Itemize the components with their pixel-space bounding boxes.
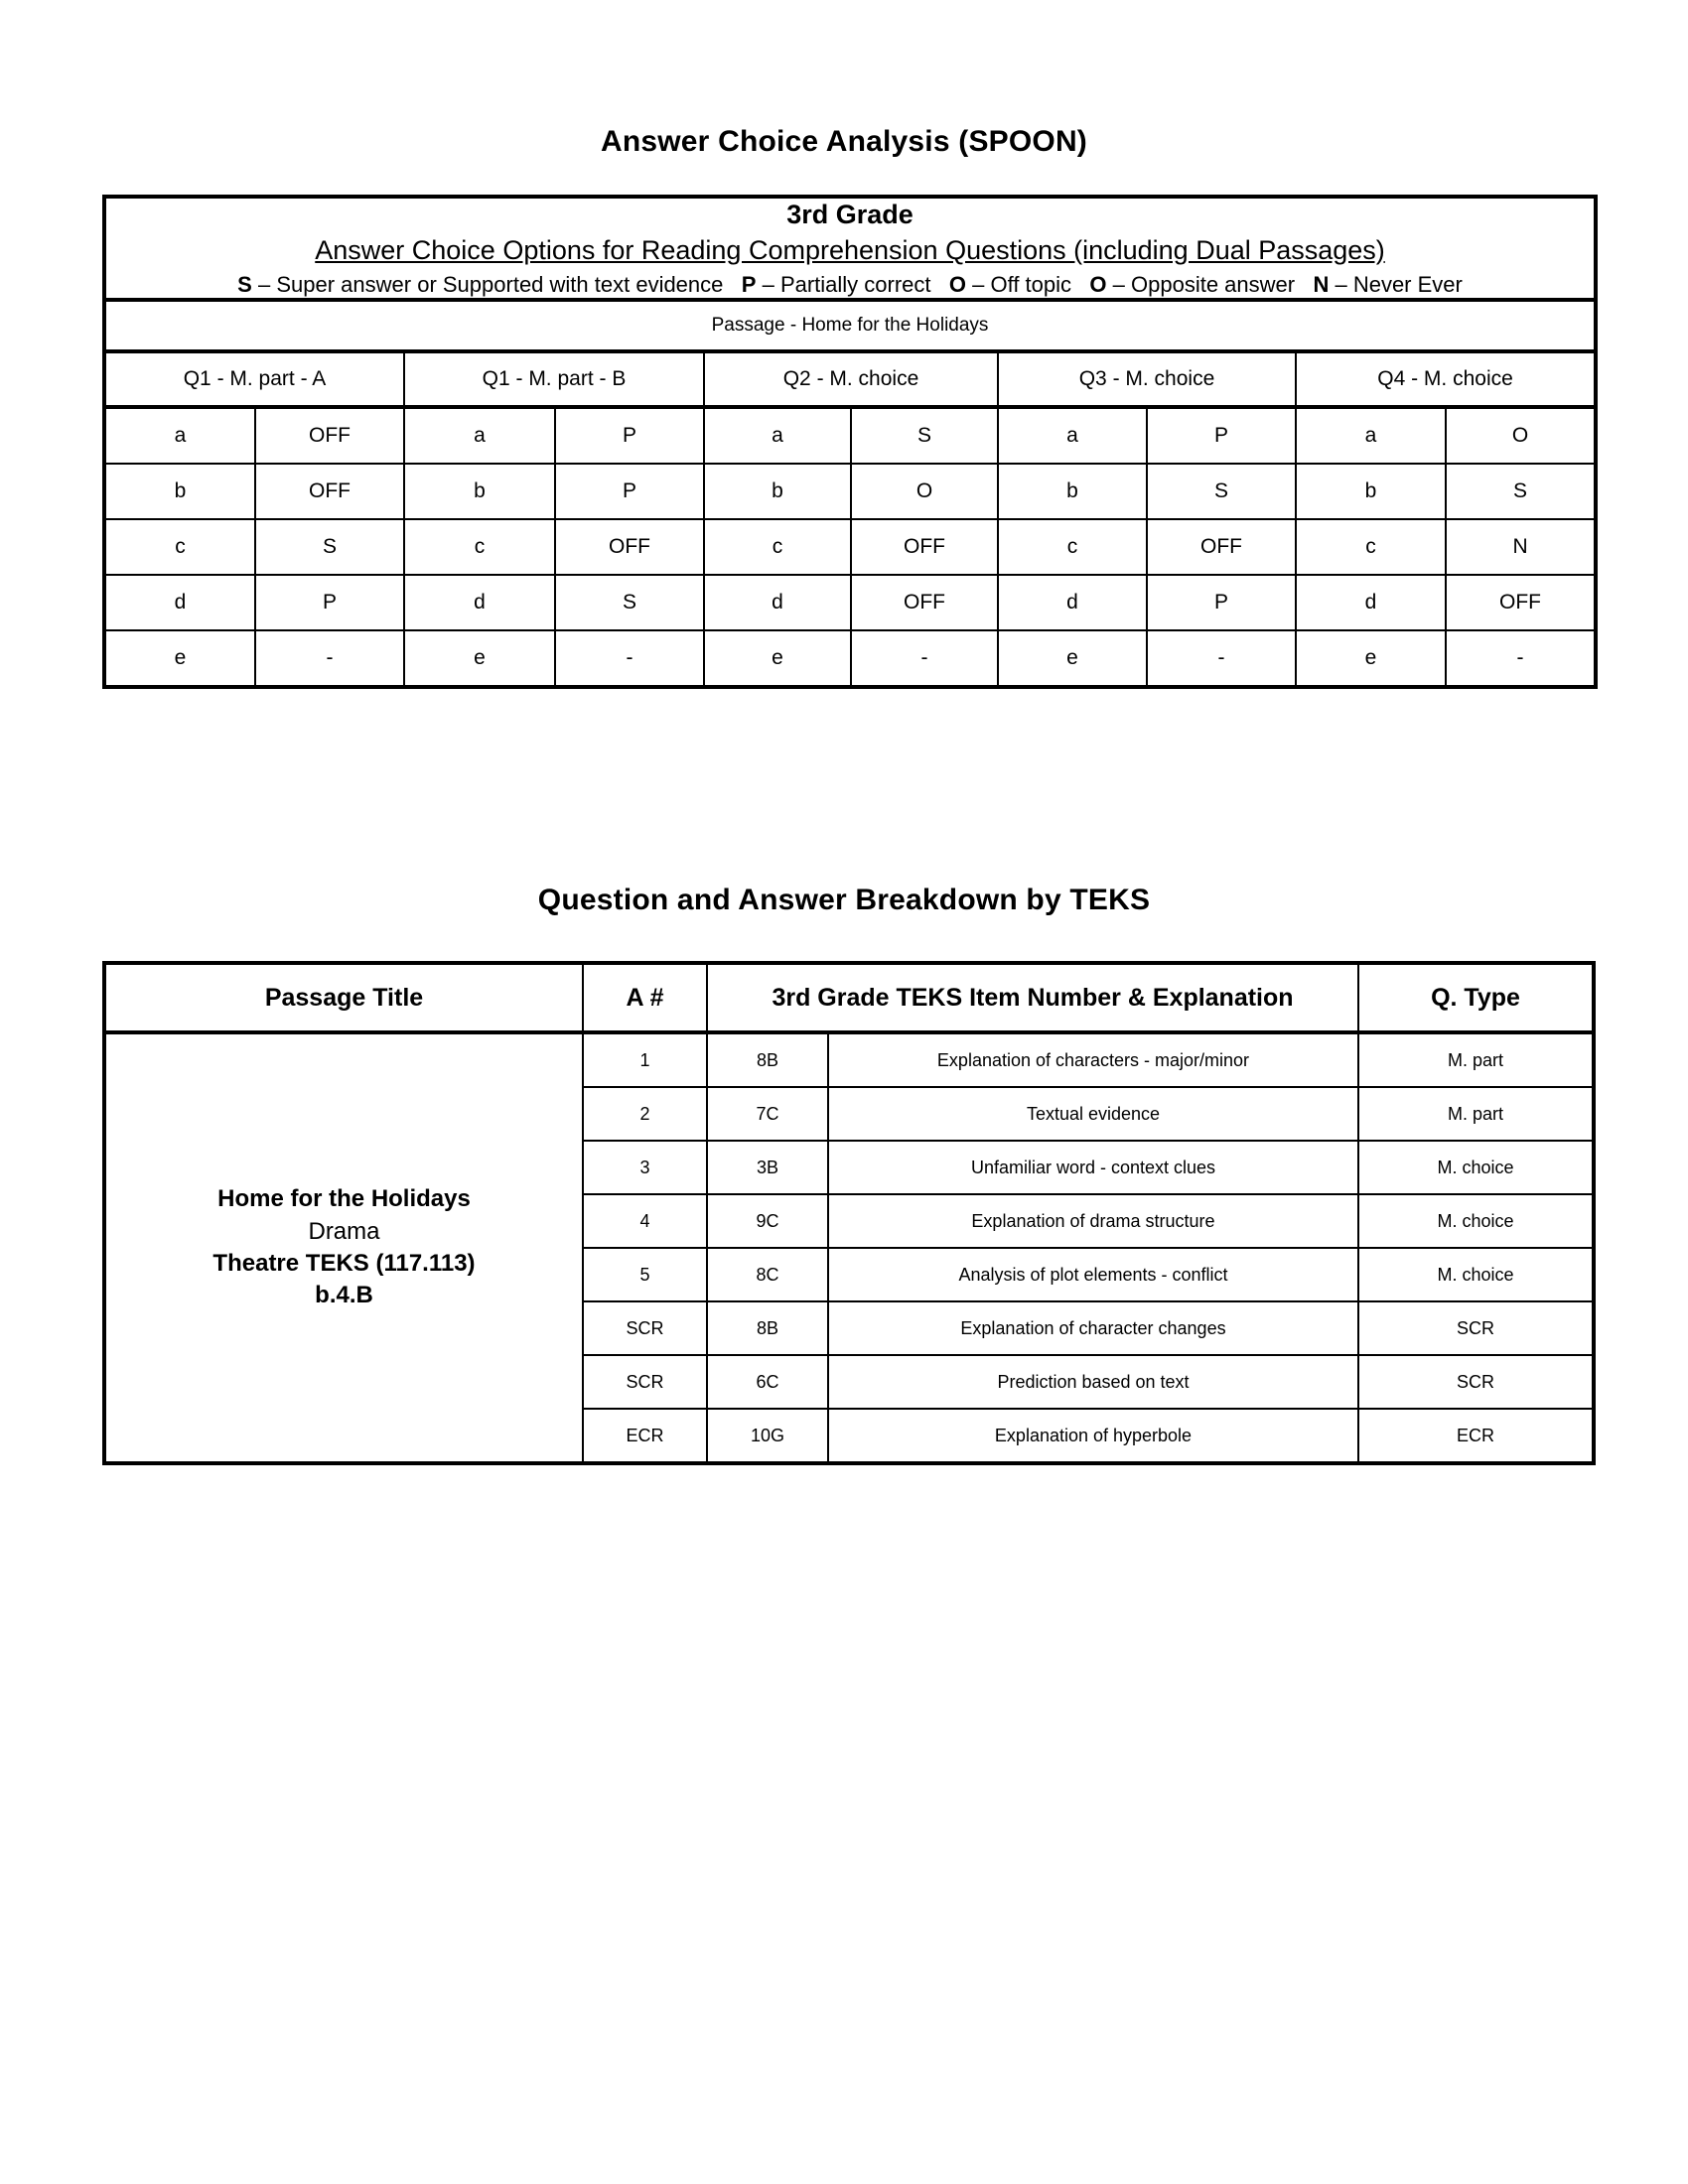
cell-q-type: SCR	[1358, 1301, 1594, 1355]
choice-label: d	[1296, 575, 1446, 630]
choice-code-q1a: -	[255, 630, 404, 687]
table-row	[104, 407, 1596, 464]
cell-teks-code: 8B	[707, 1301, 828, 1355]
teks-breakdown-table	[102, 961, 1596, 1465]
legend-text-o-off: Off topic	[990, 271, 1072, 297]
choice-label: a	[1296, 407, 1446, 464]
table-row	[104, 519, 1596, 575]
spoon-subtitle: Answer Choice Options for Reading Comprehension Questions (including Dual Passages)	[315, 234, 1385, 265]
choice-code-q2: OFF	[851, 575, 998, 630]
choice-code-q3: P	[1147, 407, 1296, 464]
choice-code-q3: P	[1147, 575, 1296, 630]
choice-code-q1b: -	[555, 630, 704, 687]
choice-code-q1b: P	[555, 464, 704, 519]
legend-dash-o-opp: –	[1112, 271, 1125, 297]
cell-teks-code: 6C	[707, 1355, 828, 1409]
choice-code-q2: OFF	[851, 519, 998, 575]
cell-a-number: 5	[583, 1248, 707, 1301]
choice-label: c	[404, 519, 555, 575]
cell-a-number: SCR	[583, 1301, 707, 1355]
cell-q-type: M. choice	[1358, 1194, 1594, 1248]
cell-a-number: 3	[583, 1141, 707, 1194]
passage-standard-text: b.4.B	[315, 1282, 373, 1309]
choice-label: a	[704, 407, 851, 464]
choice-label: e	[104, 630, 255, 687]
choice-label: d	[104, 575, 255, 630]
choice-code-q2: S	[851, 407, 998, 464]
table-row	[104, 630, 1596, 687]
table-row	[104, 1032, 1594, 1087]
cell-teks-code: 7C	[707, 1087, 828, 1141]
table-row	[104, 464, 1596, 519]
cell-q-type: M. part	[1358, 1032, 1594, 1087]
cell-teks-code: 3B	[707, 1141, 828, 1194]
cell-explanation: Explanation of character changes	[828, 1301, 1358, 1355]
choice-label: c	[104, 519, 255, 575]
choice-code-q2: O	[851, 464, 998, 519]
teks-header-row	[104, 963, 1594, 1032]
legend-text-n: Never Ever	[1352, 271, 1463, 297]
answer-choice-analysis-table	[102, 195, 1598, 689]
choice-code-q1a: OFF	[255, 464, 404, 519]
spoon-passage-row	[104, 300, 1596, 351]
legend-key-o-opp: O	[1089, 271, 1107, 297]
cell-q-type: M. choice	[1358, 1141, 1594, 1194]
legend-dash-n: –	[1335, 271, 1347, 297]
table-row	[104, 575, 1596, 630]
choice-code-q4: O	[1446, 407, 1596, 464]
cell-explanation: Explanation of characters - major/minor	[828, 1032, 1358, 1087]
legend-dash-p: –	[762, 271, 774, 297]
choice-code-q3: S	[1147, 464, 1296, 519]
choice-label: e	[1296, 630, 1446, 687]
question-header-q2: Q2 - M. choice	[704, 351, 998, 407]
cell-explanation: Explanation of hyperbole	[828, 1409, 1358, 1463]
choice-label: d	[404, 575, 555, 630]
legend-text-s: Super answer or Supported with text evidence	[276, 271, 724, 297]
choice-label: b	[404, 464, 555, 519]
passage-genre-text: Drama	[308, 1217, 380, 1245]
page-title-question-answer-breakdown: Question and Answer Breakdown by TEKS	[537, 884, 1151, 916]
column-header-q-type: Q. Type	[1358, 963, 1594, 1032]
cell-explanation: Unfamiliar word - context clues	[828, 1141, 1358, 1194]
choice-code-q1b: OFF	[555, 519, 704, 575]
choice-label: a	[998, 407, 1147, 464]
column-header-a-number: A #	[583, 963, 707, 1032]
passage-title-cell	[104, 1032, 583, 1463]
cell-q-type: SCR	[1358, 1355, 1594, 1409]
choice-label: a	[104, 407, 255, 464]
cell-teks-code: 10G	[707, 1409, 828, 1463]
choice-code-q3: -	[1147, 630, 1296, 687]
column-header-passage-title: Passage Title	[104, 963, 583, 1032]
passage-title-text: Home for the Holidays	[217, 1185, 471, 1213]
choice-label: b	[998, 464, 1147, 519]
question-header-q3: Q3 - M. choice	[998, 351, 1296, 407]
choice-code-q1b: P	[555, 407, 704, 464]
spoon-legend	[106, 271, 1594, 299]
passage-name-cell: Passage - Home for the Holidays	[104, 300, 1596, 351]
choice-label: b	[1296, 464, 1446, 519]
choice-label: c	[998, 519, 1147, 575]
cell-q-type: ECR	[1358, 1409, 1594, 1463]
choice-code-q4: OFF	[1446, 575, 1596, 630]
cell-q-type: M. choice	[1358, 1248, 1594, 1301]
legend-dash-o-off: –	[972, 271, 985, 297]
legend-key-p: P	[741, 271, 757, 297]
page-title-answer-choice-analysis: Answer Choice Analysis (SPOON)	[600, 125, 1087, 158]
legend-text-p: Partially correct	[779, 271, 931, 297]
choice-label: a	[404, 407, 555, 464]
choice-code-q4: -	[1446, 630, 1596, 687]
choice-label: b	[104, 464, 255, 519]
cell-a-number: ECR	[583, 1409, 707, 1463]
spoon-header-row	[104, 197, 1596, 300]
choice-label: e	[998, 630, 1147, 687]
spoon-header-cell	[104, 197, 1596, 300]
cell-a-number: SCR	[583, 1355, 707, 1409]
choice-code-q1a: OFF	[255, 407, 404, 464]
choice-code-q4: N	[1446, 519, 1596, 575]
choice-code-q1a: P	[255, 575, 404, 630]
legend-text-o-opp: Opposite answer	[1131, 271, 1296, 297]
legend-key-o-off: O	[948, 271, 966, 297]
legend-dash-s: –	[257, 271, 271, 297]
cell-a-number: 1	[583, 1032, 707, 1087]
choice-code-q4: S	[1446, 464, 1596, 519]
cell-teks-code: 9C	[707, 1194, 828, 1248]
question-header-q1a: Q1 - M. part - A	[104, 351, 404, 407]
choice-label: e	[404, 630, 555, 687]
choice-code-q1a: S	[255, 519, 404, 575]
cell-a-number: 2	[583, 1087, 707, 1141]
choice-code-q1b: S	[555, 575, 704, 630]
cell-explanation: Explanation of drama structure	[828, 1194, 1358, 1248]
cell-teks-code: 8B	[707, 1032, 828, 1087]
cell-explanation: Analysis of plot elements - conflict	[828, 1248, 1358, 1301]
choice-label: d	[998, 575, 1147, 630]
cell-teks-code: 8C	[707, 1248, 828, 1301]
spoon-question-header-row	[104, 351, 1596, 407]
choice-code-q2: -	[851, 630, 998, 687]
column-header-teks-item: 3rd Grade TEKS Item Number & Explanation	[707, 963, 1358, 1032]
choice-label: c	[1296, 519, 1446, 575]
grade-label: 3rd Grade	[786, 200, 914, 229]
cell-a-number: 4	[583, 1194, 707, 1248]
choice-label: d	[704, 575, 851, 630]
choice-label: b	[704, 464, 851, 519]
question-header-q4: Q4 - M. choice	[1296, 351, 1596, 407]
choice-code-q3: OFF	[1147, 519, 1296, 575]
passage-teks-text: Theatre TEKS (117.113)	[212, 1250, 476, 1277]
choice-label: c	[704, 519, 851, 575]
cell-explanation: Textual evidence	[828, 1087, 1358, 1141]
question-header-q1b: Q1 - M. part - B	[404, 351, 704, 407]
choice-label: e	[704, 630, 851, 687]
legend-key-s: S	[237, 271, 252, 297]
cell-explanation: Prediction based on text	[828, 1355, 1358, 1409]
legend-key-n: N	[1313, 271, 1330, 297]
cell-q-type: M. part	[1358, 1087, 1594, 1141]
